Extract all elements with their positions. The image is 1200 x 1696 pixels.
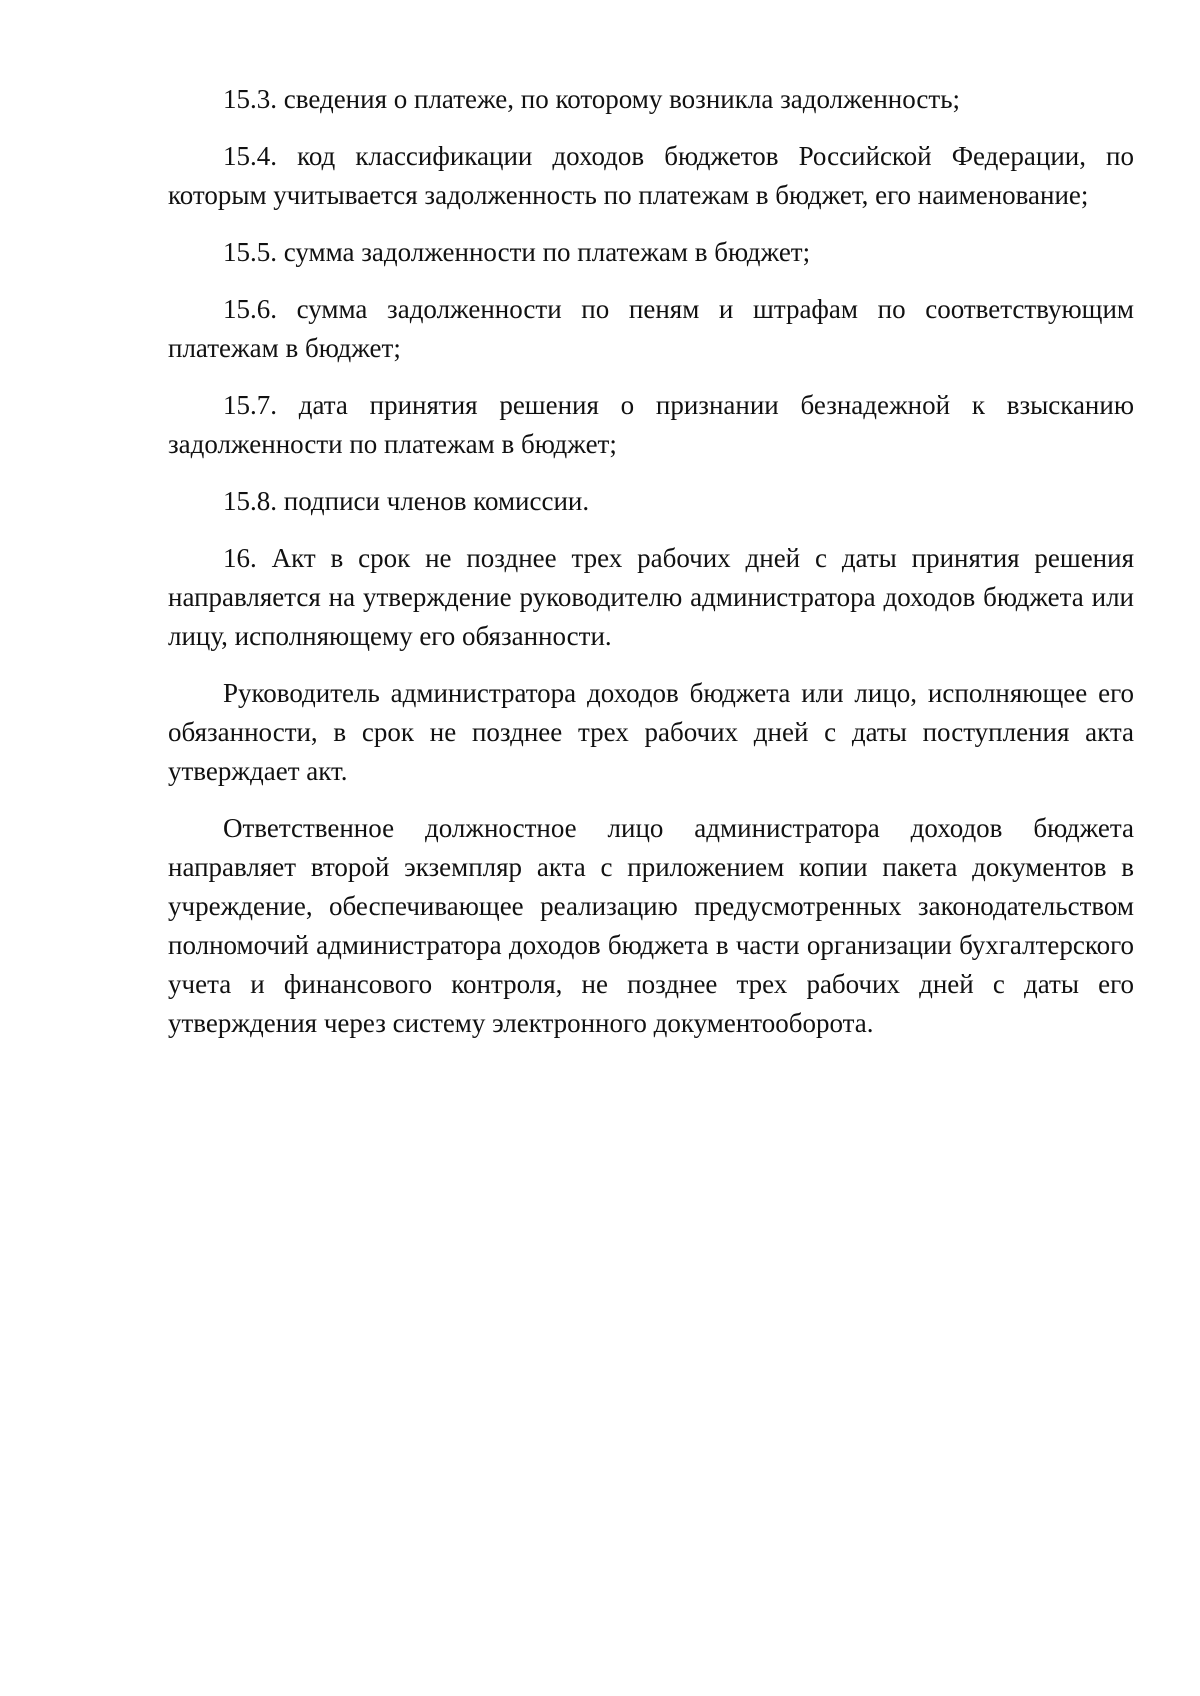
paragraph-15-7: 15.7. дата принятия решения о признании безнадежной к взысканию задолженности по платежам в бюджет; xyxy=(168,390,1134,459)
paragraph-16: 16. Акт в срок не позднее трех рабочих дней с даты принятия решения направляется на утверждение руководителю администратора доходов бюджета или лицу, исполняющему его обязанности. xyxy=(168,543,1134,651)
paragraph-15-3: 15.3. сведения о платеже, по которому возникла задолженность; xyxy=(223,84,961,114)
paragraph-15-8: 15.8. подписи членов комиссии. xyxy=(223,486,590,516)
paragraph-head-approval: Руководитель администратора доходов бюджета или лицо, исполняющее его обязанности, в срок не позднее трех рабочих дней с даты поступления акта утверждает акт. xyxy=(168,678,1134,786)
paragraph-15-5: 15.5. сумма задолженности по платежам в бюджет; xyxy=(223,237,811,267)
document-body xyxy=(168,80,1134,1061)
paragraph-15-4: 15.4. код классификации доходов бюджетов Российской Федерации, по которым учитывается задолженность по платежам в бюджет, его наименование; xyxy=(168,141,1134,210)
paragraph-15-6: 15.6. сумма задолженности по пеням и штрафам по соответствующим платежам в бюджет; xyxy=(168,294,1134,363)
paragraph-responsible-official: Ответственное должностное лицо администратора доходов бюджета направляет второй экземпляр акта с приложением копии пакета документов в учреждение, обеспечивающее реализацию предусмотренных законодательством полномочий администратора доходов бюджета в части организации бухгалтерского учета и финансового контроля, не позднее трех рабочих дней с даты его утверждения через систему электронного документооборота. xyxy=(168,813,1134,1038)
